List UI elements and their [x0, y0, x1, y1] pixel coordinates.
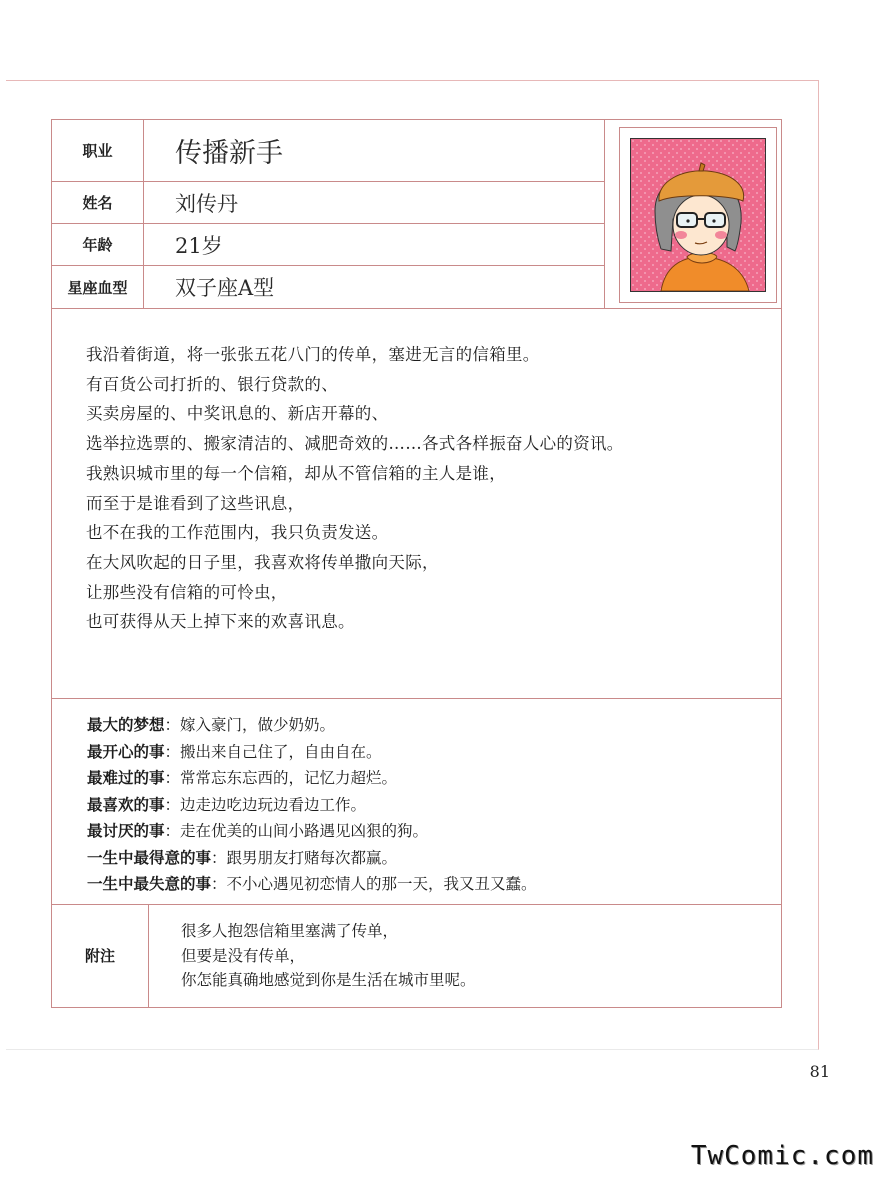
poem-line: 让那些没有信箱的可怜虫，	[86, 582, 288, 602]
fact-key: 一生中最失意的事	[87, 874, 212, 893]
page-number: 81	[809, 1062, 830, 1081]
fact-item	[87, 765, 777, 792]
note-column-rule	[148, 904, 149, 1007]
sign-blood-value: 双子座A型	[175, 276, 275, 300]
poem-line: 我熟识城市里的每一个信箱，却从不管信箱的主人是谁，	[86, 463, 506, 483]
fact-key: 最大的梦想	[87, 715, 165, 734]
poem-line: 在大风吹起的日子里，我喜欢将传单撒向天际，	[86, 552, 439, 572]
fact-value: ：边走边吃边玩边看边工作。	[164, 795, 367, 814]
sign-blood-label: 星座血型	[67, 278, 128, 297]
poem-body	[86, 340, 776, 637]
fact-item	[87, 792, 777, 819]
occupation-label: 职业	[82, 142, 113, 160]
note-label: 附注	[84, 947, 115, 965]
fact-value: ：常常忘东忘西的，记忆力超烂。	[164, 769, 398, 787]
name-label: 姓名	[82, 194, 113, 212]
fact-key: 一生中最得意的事	[87, 847, 212, 867]
portrait-frame	[619, 127, 777, 303]
fact-key: 最喜欢的事	[87, 794, 165, 814]
note-line: 但要是没有传单，	[181, 946, 306, 965]
poem-line: 也不在我的工作范围内，我只负责发送。	[86, 523, 389, 543]
note-line: 你怎能真确地感觉到你是生活在城市里呢。	[181, 971, 476, 989]
age-value: 21岁	[175, 233, 223, 258]
poem-line: 有百货公司打折的、银行贷款的、	[86, 374, 338, 394]
fact-value: ：不小心遇见初恋情人的那一天，我又丑又蠢。	[211, 875, 537, 893]
fact-item	[87, 712, 777, 739]
fact-key: 最开心的事	[87, 741, 165, 761]
fact-item	[87, 871, 777, 898]
fact-value: ：跟男朋友打赌每次都赢。	[211, 848, 398, 867]
fact-item	[87, 818, 777, 845]
fact-item	[87, 739, 777, 766]
fact-item	[87, 845, 777, 872]
photo-column-rule	[604, 120, 605, 308]
poem-line: 选举拉选票的、搬家清洁的、减肥奇效的……各式各样振奋人心的资讯。	[86, 434, 624, 454]
name-value: 刘传丹	[175, 191, 238, 216]
watermark: TwComic.com	[690, 1141, 874, 1171]
note-line: 很多人抱怨信箱里塞满了传单，	[181, 922, 399, 940]
fact-key: 最难过的事	[87, 768, 165, 787]
poem-line: 我沿着街道，将一张张五花八门的传单，塞进无言的信箱里。	[86, 345, 540, 364]
portrait-illustration	[630, 138, 766, 292]
poem-line: 也可获得从天上掉下来的欢喜讯息。	[86, 612, 355, 632]
occupation-value: 传播新手	[175, 138, 283, 169]
label-column-rule	[143, 120, 144, 308]
age-label: 年龄	[82, 236, 113, 254]
poem-line: 而至于是谁看到了这些讯息，	[86, 493, 305, 513]
note-body	[181, 919, 771, 993]
fact-value: ：嫁入豪门，做少奶奶。	[164, 716, 336, 734]
fact-key: 最讨厌的事	[87, 821, 165, 840]
fact-value: ：走在优美的山间小路遇见凶狠的狗。	[164, 822, 429, 840]
poem-bottom-rule	[52, 698, 781, 699]
poem-line: 买卖房屋的、中奖讯息的、新店开幕的、	[86, 404, 389, 424]
header-bottom-rule	[52, 308, 781, 309]
facts-list	[87, 712, 777, 898]
facts-bottom-rule	[52, 904, 781, 905]
fact-value: ：搬出来自己住了，自由自在。	[164, 742, 382, 761]
